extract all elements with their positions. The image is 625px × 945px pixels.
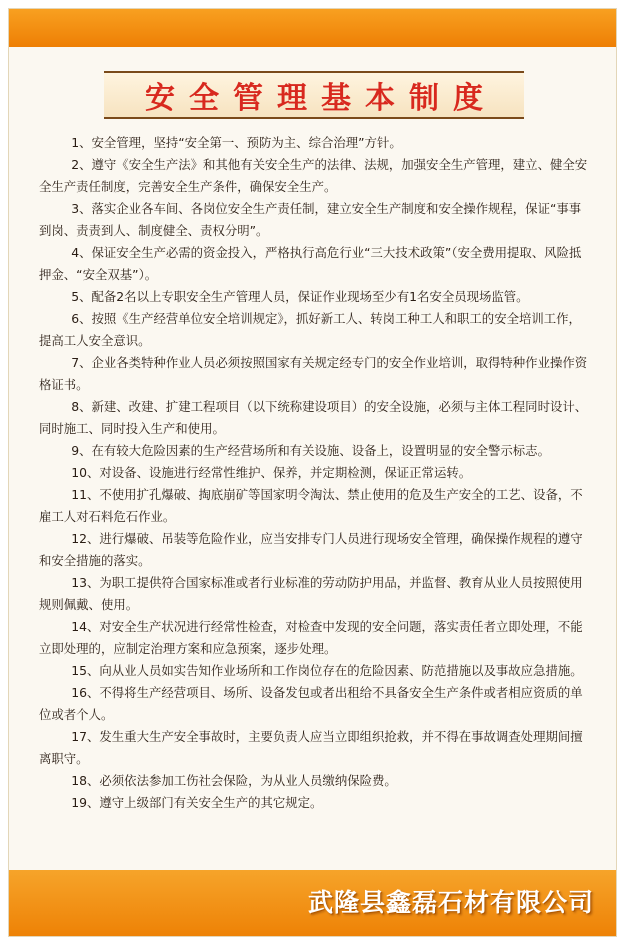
- rules-list: [39, 132, 593, 858]
- rule-item-14: 14、对安全生产状况进行经常性检查，对检查中发现的安全问题，落实责任者立即处理，不能立即处理的，应制定治理方案和应急预案，逐步处理。: [39, 619, 583, 656]
- rule-item-8: 8、新建、改建、扩建工程项目（以下统称建设项目）的安全设施，必须与主体工程同时设计、同时施工、同时投入生产和使用。: [39, 399, 588, 436]
- top-orange-band: [9, 9, 616, 47]
- rule-item-15: 15、向从业人员如实告知作业场所和工作岗位存在的危险因素、防范措施以及事故应急措施。: [71, 663, 583, 678]
- company-name: 武隆县鑫磊石材有限公司: [307, 888, 594, 917]
- page-title: 安全管理基本制度: [145, 81, 497, 116]
- rule-item-1: 1、安全管理，坚持“安全第一、预防为主、综合治理”方针。: [71, 135, 402, 150]
- bottom-orange-band: [9, 870, 616, 936]
- rule-item-12: 12、进行爆破、吊装等危险作业，应当安排专门人员进行现场安全管理，确保操作规程的遵守和安全措施的落实。: [39, 531, 583, 568]
- rule-item-10: 10、对设备、设施进行经常性维护、保养，并定期检测，保证正常运转。: [71, 465, 472, 480]
- rule-item-18: 18、必须依法参加工伤社会保险，为从业人员缴纳保险费。: [71, 773, 397, 788]
- rule-item-17: 17、发生重大生产安全事故时，主要负责人应当立即组织抢救，并不得在事故调查处理期间擅离职守。: [39, 729, 583, 766]
- title-banner: [104, 71, 524, 119]
- rule-item-13: 13、为职工提供符合国家标准或者行业标准的劳动防护用品，并监督、教育从业人员按照使用规则佩戴、使用。: [39, 575, 583, 612]
- rule-item-11: 11、不使用扩孔爆破、掏底崩矿等国家明令淘汰、禁止使用的危及生产安全的工艺、设备，不雇工人对石料危石作业。: [39, 487, 583, 524]
- rule-item-5: 5、配备2名以上专职安全生产管理人员，保证作业现场至少有1名安全员现场监管。: [71, 289, 529, 304]
- rule-item-4: 4、保证安全生产必需的资金投入，严格执行高危行业“三大技术政策”（安全费用提取、风险抵押金、“安全双基”）。: [39, 245, 582, 282]
- rule-item-3: 3、落实企业各车间、各岗位安全生产责任制，建立安全生产制度和安全操作规程，保证“事事到岗、责责到人、制度健全、责权分明”。: [39, 201, 582, 238]
- rule-item-7: 7、企业各类特种作业人员必须按照国家有关规定经专门的安全作业培训，取得特种作业操作资格证书。: [39, 355, 588, 392]
- rule-item-16: 16、不得将生产经营项目、场所、设备发包或者出租给不具备安全生产条件或者相应资质的单位或者个人。: [39, 685, 583, 722]
- rule-item-6: 6、按照《生产经营单位安全培训规定》，抓好新工人、转岗工种工人和职工的安全培训工作，提高工人安全意识。: [39, 311, 581, 348]
- rule-item-19: 19、遵守上级部门有关安全生产的其它规定。: [71, 795, 323, 810]
- rule-item-2: 2、遵守《安全生产法》和其他有关安全生产的法律、法规，加强安全生产管理，建立、健全安全生产责任制度，完善安全生产条件，确保安全生产。: [39, 157, 588, 194]
- rule-item-9: 9、在有较大危险因素的生产经营场所和有关设施、设备上，设置明显的安全警示标志。: [71, 443, 550, 458]
- safety-poster: [8, 8, 617, 937]
